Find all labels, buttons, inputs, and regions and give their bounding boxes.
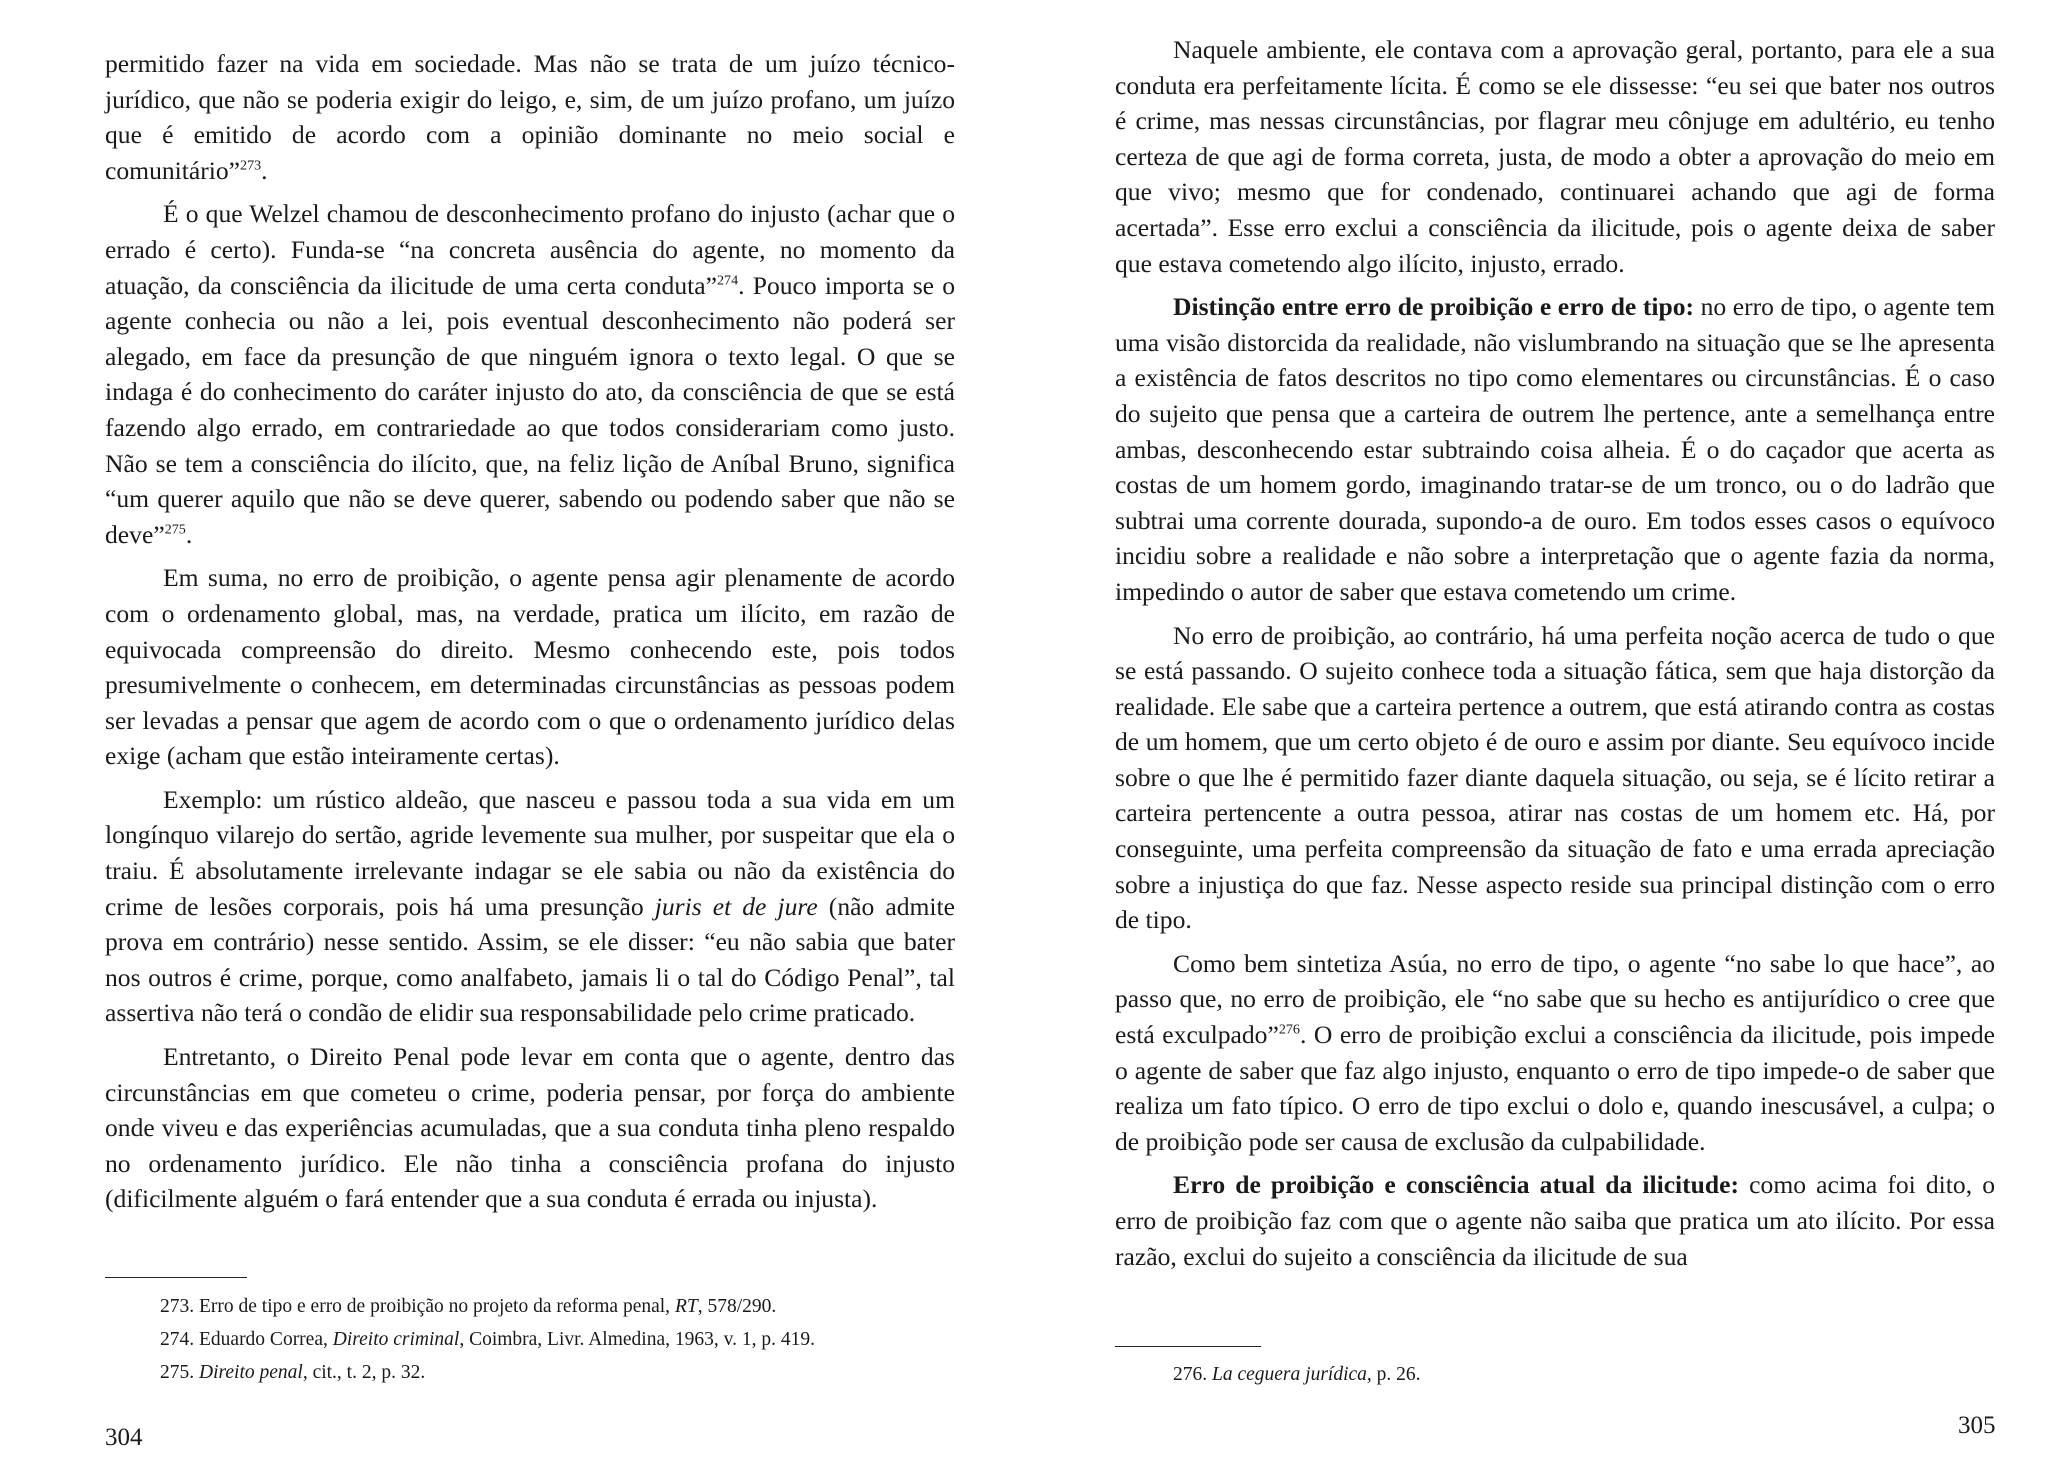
left-page [0, 0, 1000, 1472]
text-run: No erro de proibição, ao contrário, há uma perfeita noção acerca de tudo o que se está passando. O sujeito conhece toda a situação fática, sem que haja distorção da realidade. Ele sabe que a carteira pertence a outrem, que está atirando contra as costas de um homem, que um certo objeto é de ouro e assim por diante. Seu equívoco incide sobre o que lhe é permitido fazer diante daquela situação, ou seja, se é lícito retirar a carteira pertencente a outra pessoa, atirar nas costas de um homem etc. Há, por conseguinte, uma perfeita compreensão da situação de fato e uma errada apreciação sobre a injustiça do que faz. Nesse aspecto reside sua principal distinção com o erro de tipo. [1115, 620, 1995, 935]
text-run: . [261, 155, 268, 185]
paragraph [1115, 289, 1995, 609]
text-run: (não admite prova em contrário) nesse sentido. Assim, se ele disser: “eu não sabia que bater nos outros é crime, porque, como analfabeto, jamais li o tal do Código Penal”, tal assertiva não terá o condão de elidir sua responsabilidade pelo crime praticado. [105, 891, 955, 1028]
footnote [160, 1356, 960, 1389]
paragraph [105, 782, 955, 1031]
paragraph [1115, 618, 1995, 938]
italic-text: Direito penal [199, 1362, 303, 1383]
text-run: , Coimbra, Livr. Almedina, 1963, v. 1, p. 419. [459, 1329, 815, 1350]
text-run: Como bem sintetiza Asúa, no erro de tipo, o agente “no sabe lo que hace”, ao passo que, no erro de proibição, ele “no sabe que su hecho es antijurídico o cree que está exculpado” [1115, 948, 1995, 1050]
footnote-reference: 275 [164, 521, 186, 538]
text-run: Entretanto, o Direito Penal pode levar em conta que o agente, dentro das circunstâncias em que cometeu o crime, poderia pensar, por força do ambiente onde viveu e das experiências acumuladas, que a sua conduta tinha pleno respaldo no ordenamento jurídico. Ele não tinha a consciência profana do injusto (dificilmente alguém o fará entender que a sua conduta é errada ou injusta). [105, 1042, 955, 1214]
italic-text: RT [674, 1296, 698, 1317]
text-run: . [185, 519, 193, 549]
footnotes [1173, 1358, 1973, 1391]
footnote-separator [1115, 1346, 1261, 1347]
body-text [1115, 32, 1995, 1282]
paragraph [105, 196, 955, 552]
text-run: , 578/290. [697, 1296, 777, 1317]
italic-text: La ceguera jurídica [1212, 1364, 1367, 1385]
italic-text: juris et de jure [654, 891, 818, 921]
footnote-reference: 274 [716, 272, 739, 289]
page-number: 304 [105, 1424, 143, 1451]
text-run: , cit., t. 2, p. 32. [302, 1362, 426, 1383]
footnote-reference: 276 [1278, 1021, 1300, 1038]
text-run: 274. Eduardo Correa, [160, 1329, 333, 1350]
paragraph-heading: Distinção entre erro de proibição e erro de tipo: [1173, 292, 1695, 322]
paragraph-heading: Erro de proibição e consciência atual da ilicitude: [1173, 1170, 1740, 1200]
text-run: É o que Welzel chamou de desconhecimento profano do injusto (achar que o errado é certo). Funda-se “na concreta ausência do agente, no momento da atuação, da consciência da ilicitude de uma certa conduta” [105, 199, 955, 300]
footnote-separator [105, 1277, 247, 1278]
text-run: 273. Erro de tipo e erro de proibição no projeto da reforma penal, [160, 1296, 675, 1317]
text-run: permitido fazer na vida em sociedade. Mas não se trata de um juízo técnico-jurídico, que não se poderia exigir do leigo, e, sim, de um juízo profano, um juízo que é emitido de acordo com a opinião dominante no meio social e comunitário” [105, 49, 955, 185]
paragraph [105, 560, 955, 774]
text-run: Exemplo: um rústico aldeão, que nasceu e passou toda a sua vida em um longínquo vilarejo do sertão, agride levemente sua mulher, por suspeitar que ela o traiu. É absolutamente irrelevante indagar se ele sabia ou não da existência do crime de lesões corporais, pois há uma presunção [105, 784, 955, 921]
text-run: Em suma, no erro de proibição, o agente pensa agir plenamente de acordo com o ordenamento global, mas, na verdade, pratica um ilícito, em razão de equivocada compreensão do direito. Mesmo conhecendo este, pois todos presumivelmente o conhecem, em determinadas circunstâncias as pessoas podem ser levadas a pensar que agem de acordo com o que o ordenamento jurídico delas exige (acham que estão inteiramente certas). [105, 563, 955, 771]
right-page [1030, 0, 2048, 1472]
paragraph [1115, 32, 1995, 281]
text-run: 276. [1173, 1364, 1212, 1385]
text-run: no erro de tipo, o agente tem uma visão distorcida da realidade, não vislumbrando na situação que se lhe apresenta a existência de fatos descritos no tipo como elementares ou circunstâncias. É o caso do sujeito que pensa que a carteira de outrem lhe pertence, ante a semelhança entre ambas, desconhecendo estar subtraindo coisa alheia. É o do caçador que acerta as costas de um homem gordo, imaginando tratar-se de um tronco, ou o do ladrão que subtrai uma corrente dourada, supondo-a de ouro. Em todos esses casos o equívoco incidiu sobre a realidade e não sobre a interpretação que o agente fazia da norma, impedindo o autor de saber que estava cometendo um crime. [1115, 292, 1995, 606]
body-text [105, 46, 955, 1225]
footnote [160, 1290, 960, 1323]
text-run: , p. 26. [1366, 1364, 1421, 1385]
page-number: 305 [1958, 1412, 1996, 1439]
text-run: . Pouco importa se o agente conhecia ou não a lei, pois eventual desconhecimento não poderá ser alegado, em face da presunção de que ninguém ignora o texto legal. O que se indaga é do conhecimento do caráter injusto do ato, da consciência de que se está fazendo algo errado, em contrariedade ao que todos considerariam como justo. Não se tem a consciência do ilícito, que, na feliz lição de Aníbal Bruno, significa “um querer aquilo que não se deve querer, sabendo ou podendo saber que não se deve” [105, 270, 956, 549]
footnotes [160, 1290, 960, 1389]
text-run: . O erro de proibição exclui a consciência da ilicitude, pois impede o agente de saber que faz algo injusto, enquanto o erro de tipo impede-o de saber que realiza um fato típico. O erro de tipo exclui o dolo e, quando inescusável, a culpa; o de proibição pode ser causa de exclusão da culpabilidade. [1115, 1020, 1995, 1156]
paragraph [1115, 946, 1995, 1160]
italic-text: Direito criminal [332, 1329, 460, 1350]
footnote-reference: 273 [240, 157, 262, 174]
footnote [1173, 1358, 1973, 1391]
paragraph [105, 1039, 955, 1217]
paragraph [1115, 1167, 1995, 1274]
paragraph [105, 46, 955, 188]
text-run: 275. [160, 1362, 199, 1383]
text-run: como acima foi dito, o erro de proibição faz com que o agente não saiba que pratica um ato ilícito. Por essa razão, exclui do sujeito a consciência da ilicitude de sua [1115, 1170, 1995, 1271]
footnote [160, 1323, 960, 1356]
text-run: Naquele ambiente, ele contava com a aprovação geral, portanto, para ele a sua conduta era perfeitamente lícita. É como se ele dissesse: “eu sei que bater nos outros é crime, mas nessas circunstâncias, por flagrar meu cônjuge em adultério, eu tenho certeza de que agi de forma correta, justa, de modo a obter a aprovação do meio em que vivo; mesmo que for condenado, continuarei achando que agi de forma acertada”. Esse erro exclui a consciência da ilicitude, pois o agente deixa de saber que estava cometendo algo ilícito, injusto, errado. [1115, 35, 1995, 278]
